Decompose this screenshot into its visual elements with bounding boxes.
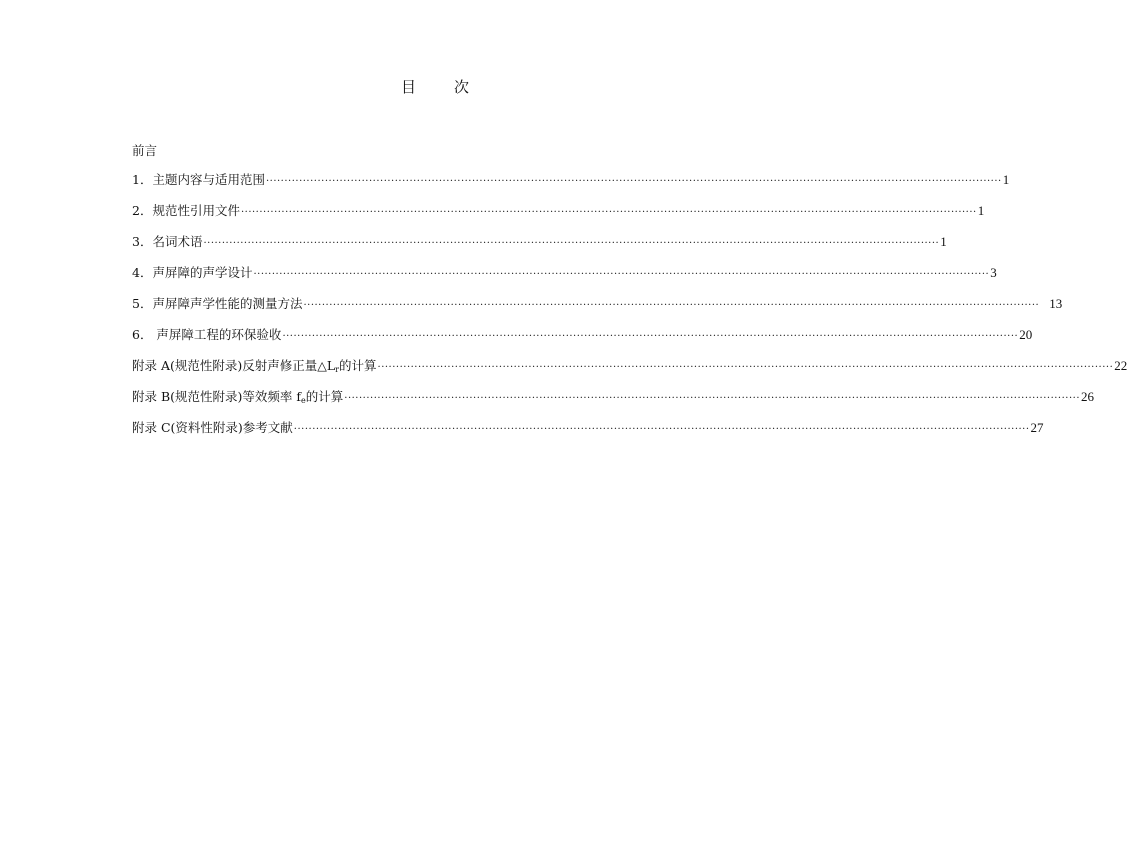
toc-entry[interactable] [132, 201, 985, 232]
toc-subscript: r [335, 365, 339, 374]
toc-entry[interactable] [132, 232, 947, 263]
toc-leader-dots: ········································································································································································································ [282, 331, 1019, 342]
toc-page-number: 22 [1114, 358, 1127, 373]
toc-page-number: 13 [1049, 296, 1063, 311]
toc-page-number: 1 [977, 203, 985, 218]
toc-entry[interactable] [132, 294, 1063, 325]
toc-leader-dots: ········································································································································································································ [240, 207, 977, 218]
toc-entry[interactable] [132, 387, 1095, 418]
toc-subscript: e [301, 396, 306, 405]
toc-leader-dots: ········································································································································································································ [253, 269, 990, 280]
toc-page-number: 1 [1002, 172, 1010, 187]
toc-entry[interactable] [132, 170, 1010, 201]
toc-leader-dots: ········································································································································································································ [203, 238, 940, 249]
toc-entry[interactable] [132, 418, 1044, 449]
toc-entry[interactable] [132, 356, 1127, 387]
toc-leader-dots: ········································································································································································································ [293, 424, 1030, 435]
toc-entry-label: 5．声屏障声学性能的测量方法 [132, 296, 303, 311]
toc-page-number: 1 [940, 234, 947, 249]
toc-leader-dots: ········································································································································································································ [303, 300, 1040, 311]
toc-leader-dots: ········································································································································································································ [265, 176, 1002, 187]
toc-entry[interactable] [132, 325, 1033, 356]
toc-entry-label: 附录 B(规范性附录)等效频率 $f_e$的计算 [132, 389, 344, 405]
toc-entry-label: 3．名词术语 [132, 234, 203, 249]
toc-leader-dots: ········································································································································································································ [377, 362, 1114, 373]
toc-preface: 前言 [132, 143, 158, 158]
toc-page-number: 27 [1030, 420, 1044, 435]
toc-page-number: 3 [990, 265, 997, 280]
toc-page-number: 26 [1081, 389, 1095, 404]
toc-list [132, 170, 1127, 449]
toc-entry-label: 1．主题内容与适用范围 [132, 172, 265, 187]
toc-entry[interactable] [132, 263, 997, 294]
toc-page-number: 20 [1019, 327, 1033, 342]
toc-entry-label: 附录 C(资料性附录)参考文献 [132, 420, 293, 435]
toc-title-right: 次 [454, 78, 470, 96]
toc-entry-label: 2．规范性引用文件 [132, 203, 240, 218]
toc-title-left: 目 [400, 78, 416, 96]
toc-entry-label: 附录 A(规范性附录)反射声修正量$\triangle L_r$的计算 [132, 358, 377, 374]
toc-entry-label: 4．声屏障的声学设计 [132, 265, 253, 280]
toc-title [0, 76, 870, 97]
toc-leader-dots: ········································································································································································································ [344, 393, 1081, 404]
toc-entry-label: 6． 声屏障工程的环保验收 [132, 327, 282, 342]
